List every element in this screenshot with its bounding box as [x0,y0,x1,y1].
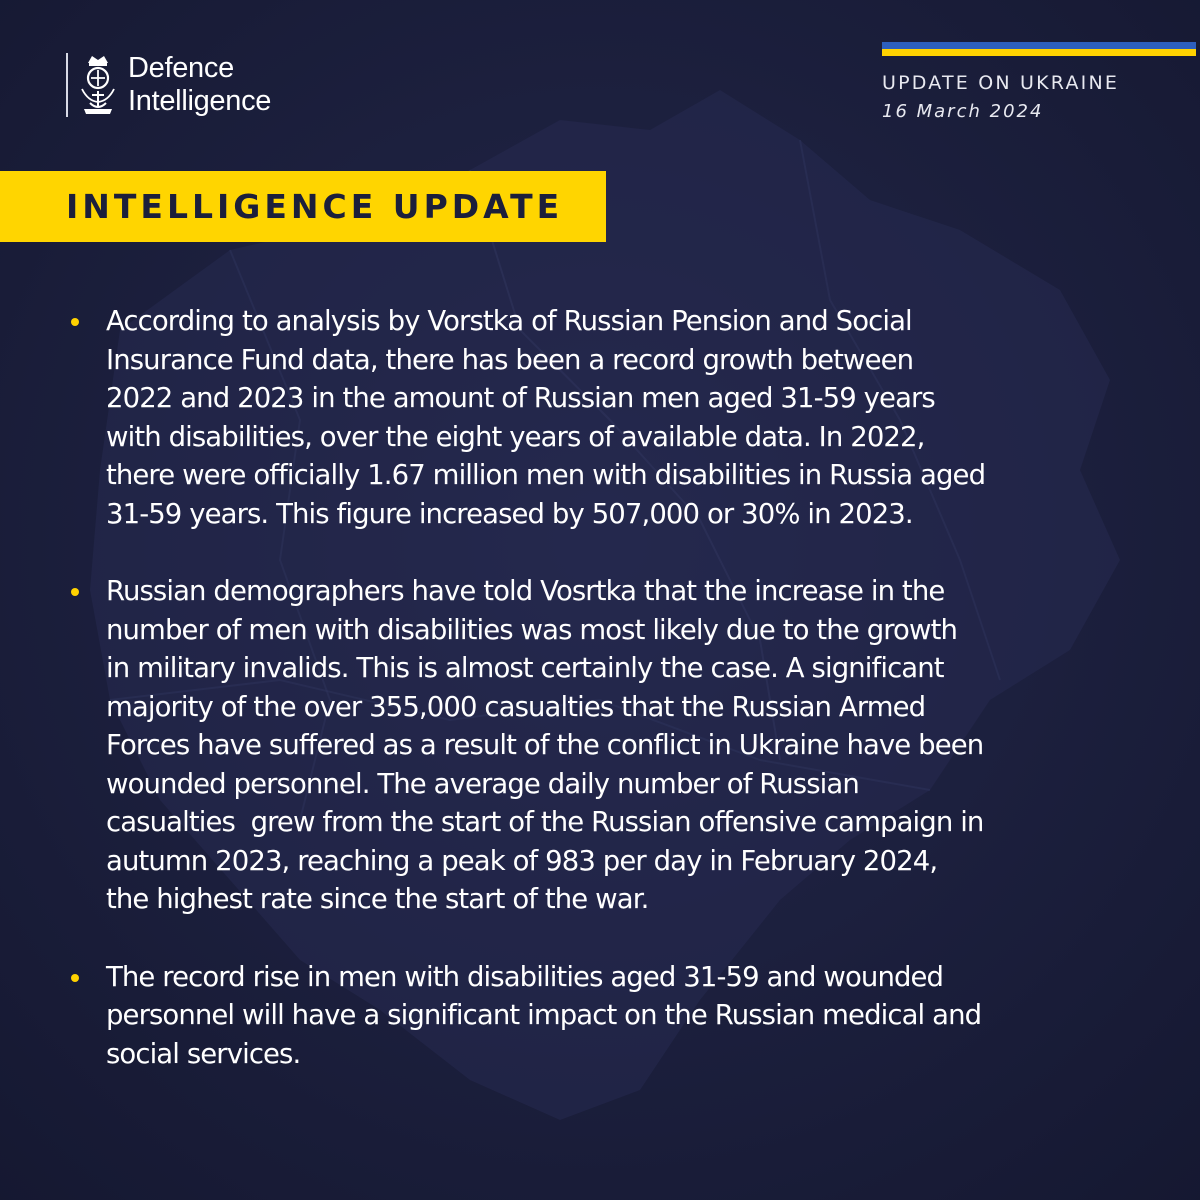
bullet-line: with disabilities, over the eight years of available data. In 2022, [106,420,925,453]
flag-yellow-band [882,49,1196,56]
flag-blue-band [882,42,1196,49]
bullet-line: 31-59 years. This figure increased by 507,000 or 30% in 2023. [106,497,913,530]
bullet-line: the highest rate since the start of the war. [106,883,649,915]
bullet-item-1 [70,302,1160,533]
bullet-line: The record rise in men with disabilities aged 31-59 and wounded [106,960,944,993]
logo-wordmark [128,52,271,118]
ukraine-flag-stripe [882,42,1196,56]
bullet-line: Insurance Fund data, there has been a record growth between [106,343,914,376]
defence-intelligence-logo [66,52,271,118]
bullet-item-2 [70,572,1160,919]
bullet-line: number of men with disabilities was most likely due to the growth [106,613,957,646]
bullet-line: there were officially 1.67 million men with disabilities in Russia aged [106,459,986,491]
bullet-dot-icon [71,974,79,982]
bullet-line: social services. [106,1037,301,1070]
bullet-list [70,302,1160,1112]
bullet-item-3 [70,958,1160,1074]
bullet-line: Forces have suffered as a result of the conflict in Ukraine have been [106,729,984,761]
banner-title: INTELLIGENCE UPDATE [66,187,564,226]
bullet-line: 2022 and 2023 in the amount of Russian men aged 31-59 years [106,382,935,414]
bullet-line: autumn 2023, reaching a peak of 983 per day in February 2024, [106,844,938,877]
bullet-line: wounded personnel. The average daily number of Russian [106,767,859,800]
logo-divider [66,53,68,117]
bullet-line: personnel will have a significant impact on the Russian medical and [106,999,982,1031]
title-banner [0,171,606,242]
crest-icon [78,53,118,117]
logo-line-1: Defence [128,52,234,84]
bullet-line: According to analysis by Vorstka of Russian Pension and Social [106,305,912,337]
update-label: UPDATE ON UKRAINE [882,72,1120,94]
bullet-dot-icon [71,588,79,596]
bullet-line: in military invalids. This is almost certainly the case. A significant [106,652,944,684]
update-date: 16 March 2024 [882,101,1044,122]
bullet-dot-icon [71,318,79,326]
bullet-line: Russian demographers have told Vosrtka that the increase in the [106,575,945,607]
logo-line-2: Intelligence [128,85,272,117]
bullet-line: majority of the over 355,000 casualties that the Russian Armed [106,690,926,723]
bullet-line: casualties grew from the start of the Russian offensive campaign in [106,806,984,838]
